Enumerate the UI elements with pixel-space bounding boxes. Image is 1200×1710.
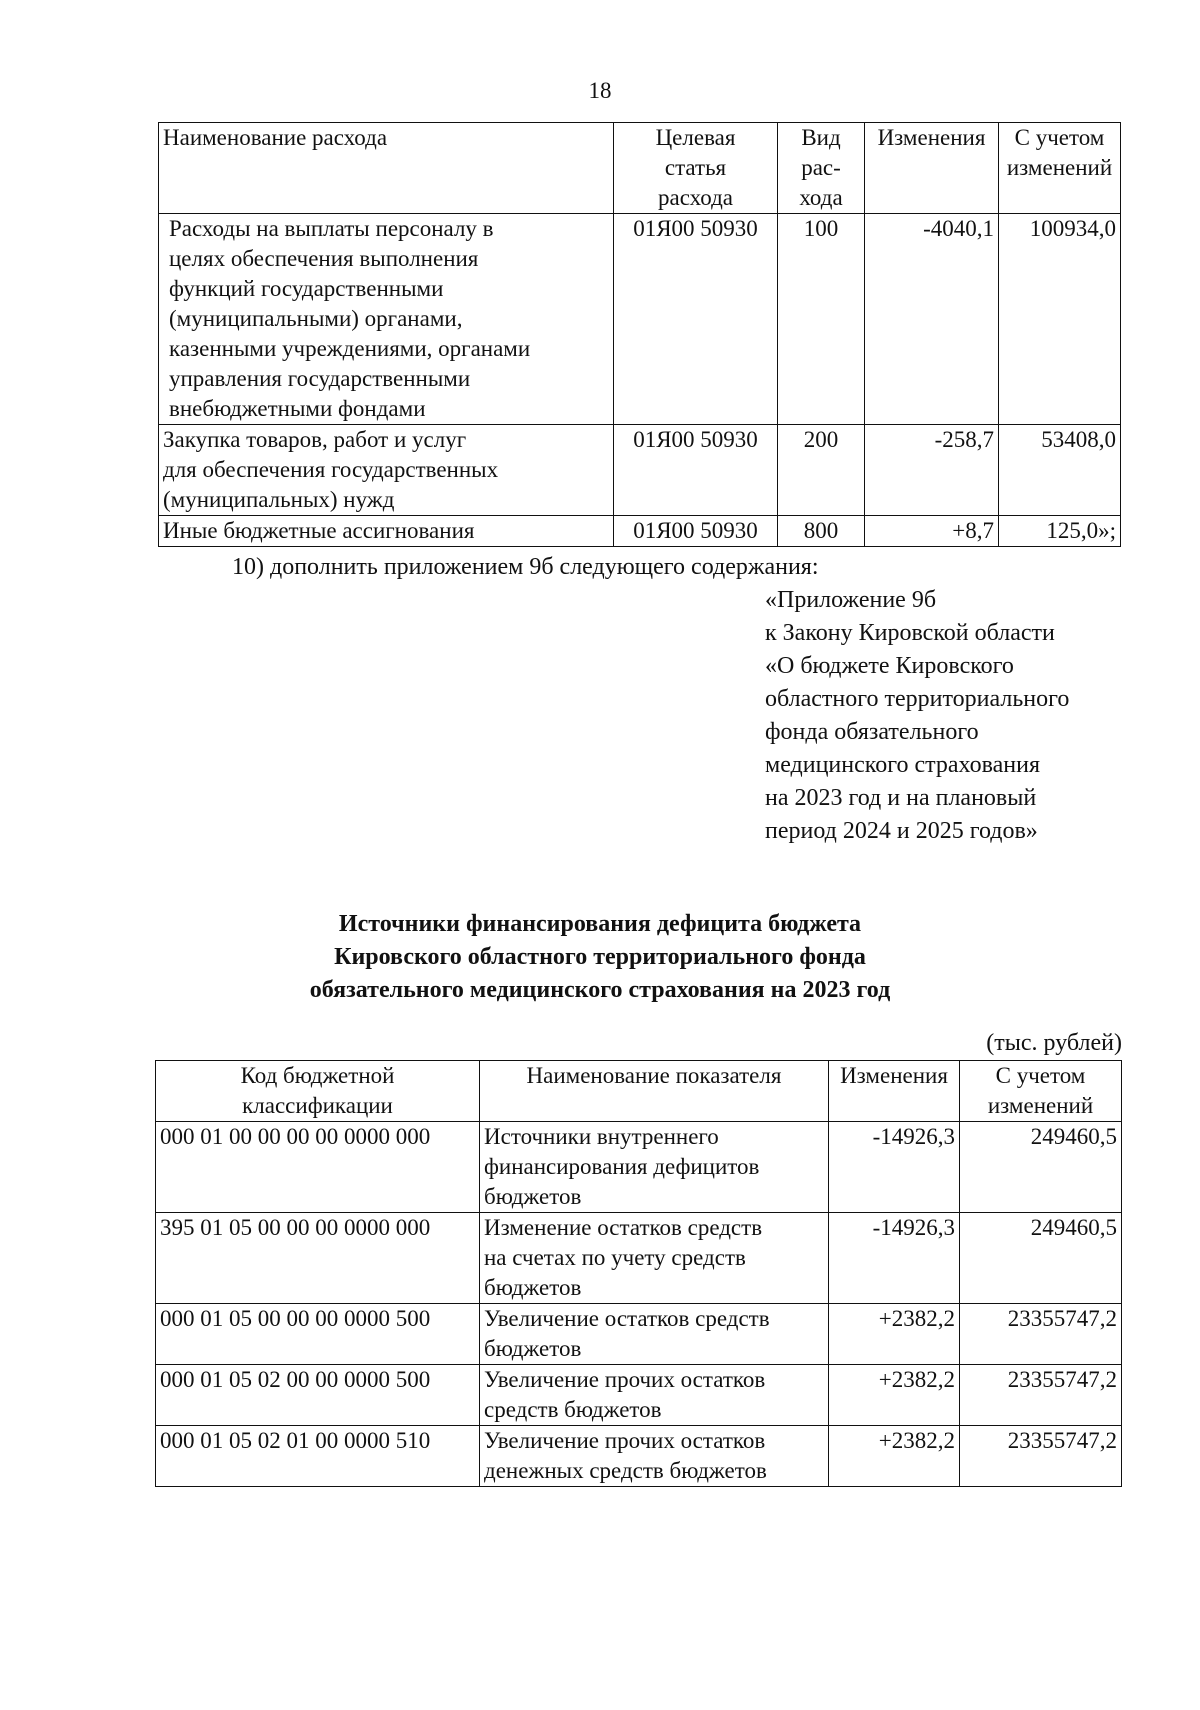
total-cell: 23355747,2 — [960, 1426, 1122, 1487]
header-line: статья — [664, 155, 727, 180]
text-line: внебюджетными фондами — [169, 396, 426, 421]
expense-name-cell — [159, 214, 614, 425]
header-target-article — [614, 123, 778, 214]
text-line: (муниципальных) нужд — [163, 487, 395, 512]
text-line: финансирования дефицитов — [484, 1154, 760, 1179]
appendix-line: медицинского страхования — [765, 752, 1041, 778]
title-line: обязательного медицинского страхования на 2023 год — [309, 977, 891, 1003]
appendix-line: к Закону Кировской области — [765, 620, 1055, 646]
change-cell: +2382,2 — [829, 1426, 960, 1487]
header-budget-code — [156, 1061, 480, 1122]
table-row — [156, 1122, 1122, 1213]
total-cell: 249460,5 — [960, 1213, 1122, 1304]
expense-type-cell: 200 — [778, 425, 865, 516]
appendix-line: период 2024 и 2025 годов» — [765, 818, 1038, 844]
header-line: Код бюджетной — [240, 1063, 395, 1088]
indicator-name-cell — [480, 1304, 829, 1365]
change-cell: -4040,1 — [865, 214, 999, 425]
target-article-cell: 01Я00 50930 — [614, 516, 778, 547]
header-line: рас- — [801, 155, 841, 180]
text-line: бюджетов — [484, 1336, 582, 1361]
appendix-line: «О бюджете Кировского — [765, 653, 1014, 679]
header-with-changes — [960, 1061, 1122, 1122]
table-row — [156, 1426, 1122, 1487]
change-cell: -14926,3 — [829, 1122, 960, 1213]
expense-type-cell: 800 — [778, 516, 865, 547]
appendix-line: фонда обязательного — [765, 719, 979, 745]
header-with-changes — [999, 123, 1121, 214]
expense-table-header — [159, 123, 1121, 214]
units-label: (тыс. рублей) — [986, 1030, 1122, 1056]
text-line: бюджетов — [484, 1184, 582, 1209]
indicator-name-cell — [480, 1426, 829, 1487]
header-expense-name: Наименование расхода — [159, 123, 614, 214]
table-row — [159, 516, 1121, 547]
appendix-line: на 2023 год и на плановый — [765, 785, 1037, 811]
header-changes: Изменения — [829, 1061, 960, 1122]
text-line: казенными учреждениями, органами — [169, 336, 531, 361]
text-line: средств бюджетов — [484, 1397, 662, 1422]
text-line: Увеличение остатков средств — [484, 1306, 770, 1331]
total-cell: 53408,0 — [999, 425, 1121, 516]
change-cell: +2382,2 — [829, 1365, 960, 1426]
text-line: Источники внутреннего — [484, 1124, 719, 1149]
budget-code-cell: 395 01 05 00 00 00 0000 000 — [156, 1213, 480, 1304]
table-row — [159, 425, 1121, 516]
budget-code-cell: 000 01 00 00 00 00 0000 000 — [156, 1122, 480, 1213]
header-expense-type — [778, 123, 865, 214]
appendix-line: областного территориального — [765, 686, 1070, 712]
header-line: С учетом — [995, 1063, 1086, 1088]
header-line: изменений — [1006, 155, 1113, 180]
text-line: бюджетов — [484, 1275, 582, 1300]
header-line: хода — [799, 185, 843, 210]
amendment-instruction: 10) дополнить приложением 9б следующего содержания: — [232, 554, 819, 580]
header-indicator-name: Наименование показателя — [480, 1061, 829, 1122]
sources-table-header — [156, 1061, 1122, 1122]
expense-type-cell: 100 — [778, 214, 865, 425]
text-line: функций государственными — [169, 276, 444, 301]
change-cell: -258,7 — [865, 425, 999, 516]
appendix-line: «Приложение 9б — [765, 587, 937, 613]
change-cell: +8,7 — [865, 516, 999, 547]
text-line: Увеличение прочих остатков — [484, 1367, 766, 1392]
total-cell: 23355747,2 — [960, 1304, 1122, 1365]
text-line: Расходы на выплаты персоналу в — [169, 216, 494, 241]
page-number: 18 — [588, 78, 612, 103]
total-cell: 100934,0 — [999, 214, 1121, 425]
indicator-name-cell — [480, 1213, 829, 1304]
header-line: классификации — [242, 1093, 393, 1118]
total-cell: 125,0»; — [999, 516, 1121, 547]
target-article-cell: 01Я00 50930 — [614, 214, 778, 425]
header-line: Целевая — [655, 125, 736, 150]
budget-code-cell: 000 01 05 02 01 00 0000 510 — [156, 1426, 480, 1487]
text-line: Изменение остатков средств — [484, 1215, 763, 1240]
total-cell: 23355747,2 — [960, 1365, 1122, 1426]
expense-name-cell — [159, 516, 614, 547]
document-title — [0, 908, 1200, 1007]
change-cell: +2382,2 — [829, 1304, 960, 1365]
text-line: на счетах по учету средств — [484, 1245, 746, 1270]
text-line: (муниципальными) органами, — [169, 306, 463, 331]
header-line: расхода — [658, 185, 733, 210]
text-line: денежных средств бюджетов — [484, 1458, 767, 1483]
text-line: Увеличение прочих остатков — [484, 1428, 766, 1453]
table-row — [156, 1304, 1122, 1365]
text-line: для обеспечения государственных — [163, 457, 499, 482]
header-line: изменений — [987, 1093, 1094, 1118]
title-line: Источники финансирования дефицита бюджета — [338, 911, 862, 937]
expense-name-cell — [159, 425, 614, 516]
header-line: С учетом — [1014, 125, 1105, 150]
table-row — [156, 1365, 1122, 1426]
text-line: Закупка товаров, работ и услуг — [163, 427, 467, 452]
expense-table — [158, 122, 1121, 547]
text-line: управления государственными — [169, 366, 471, 391]
financing-sources-table — [155, 1060, 1122, 1487]
target-article-cell: 01Я00 50930 — [614, 425, 778, 516]
indicator-name-cell — [480, 1122, 829, 1213]
appendix-reference — [765, 584, 1185, 848]
budget-code-cell: 000 01 05 00 00 00 0000 500 — [156, 1304, 480, 1365]
table-row — [156, 1213, 1122, 1304]
total-cell: 249460,5 — [960, 1122, 1122, 1213]
change-cell: -14926,3 — [829, 1213, 960, 1304]
indicator-name-cell — [480, 1365, 829, 1426]
header-changes: Изменения — [865, 123, 999, 214]
title-line: Кировского областного территориального фонда — [334, 944, 866, 970]
budget-code-cell: 000 01 05 02 00 00 0000 500 — [156, 1365, 480, 1426]
text-line: целях обеспечения выполнения — [169, 246, 479, 271]
header-line: Вид — [801, 125, 841, 150]
table-row — [159, 214, 1121, 425]
text-line: Иные бюджетные ассигнования — [163, 518, 475, 543]
